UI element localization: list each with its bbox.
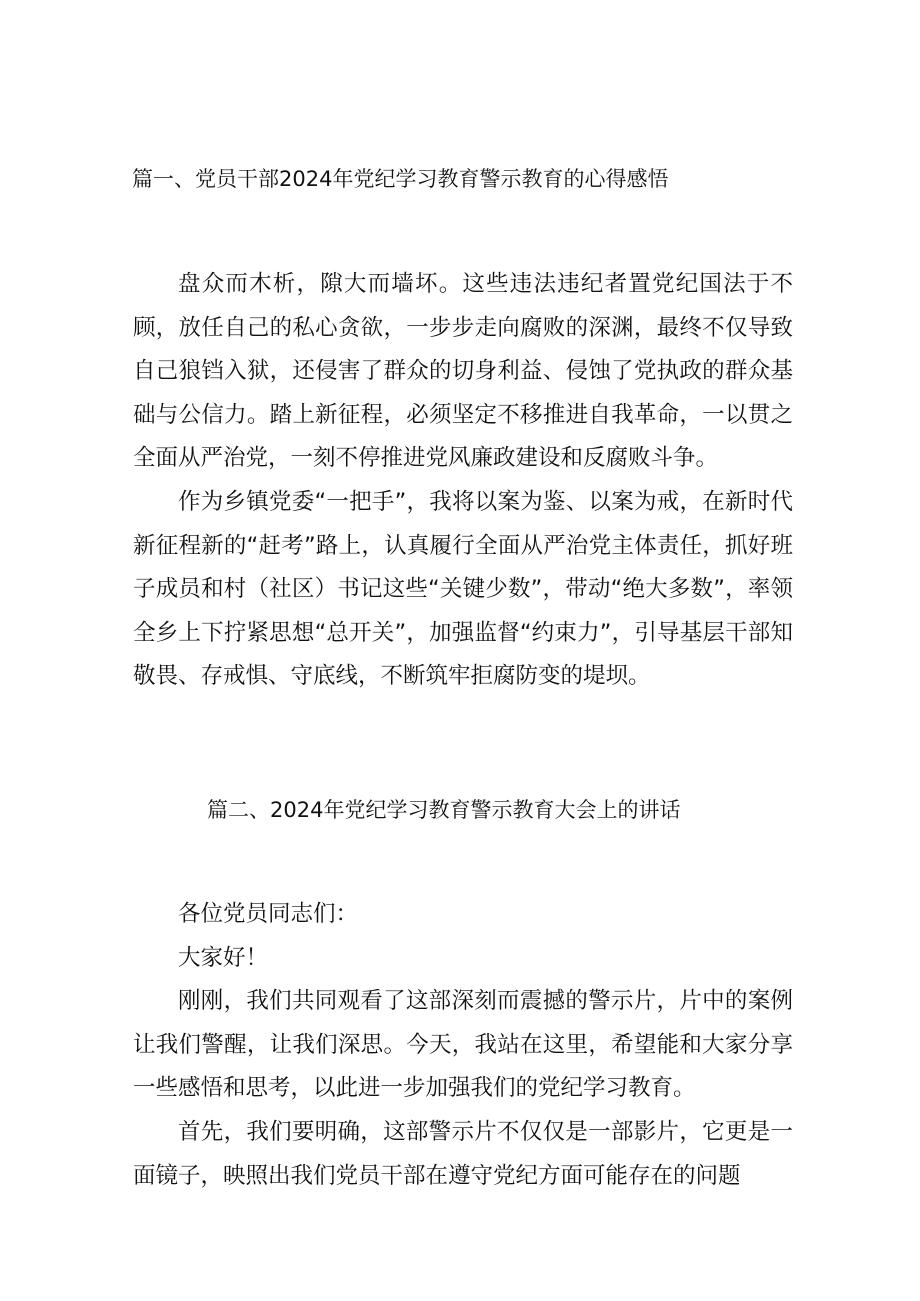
section-1-title: 篇一、党员干部2024年党纪学习教育警示教育的心得感悟 (132, 167, 669, 191)
section-2-greeting: 各位党员同志们： (178, 901, 359, 927)
section-1-paragraph-2: 作为乡镇党委“一把手”，我将以案为鉴、以案为戒，在新时代新征程新的“赶考”路上，认真履行全面从严治党主体责任，抓好班子成员和村（社区）书记这些“关键少数”，带动“绝大多数”，率领全乡上下拧紧思想“总开关”，加强监督“约束力”，引导基层干部知敬畏、存戒惧、守底线，不断筑牢拒腐防变的堤坝。 (133, 489, 793, 690)
section-2-paragraph-2: 首先，我们要明确，这部警示片不仅仅是一部影片，它更是一面镜子，映照出我们党员干部在遵守党纪方面可能存在的问题 (133, 1119, 793, 1189)
section-1-paragraph-1: 盘众而木析，隙大而墙坏。这些违法违纪者置党纪国法于不顾，放任自己的私心贪欲，一步步走向腐败的深渊，最终不仅导致自己狼铛入狱，还侵害了群众的切身利益、侵蚀了党执政的群众基础与公信力。踏上新征程，必须坚定不移推进自我革命，一以贯之全面从严治党，一刻不停推进党风廉政建设和反腐败斗争。 (133, 271, 793, 472)
section-2-salutation: 大家好！ (178, 945, 269, 971)
section-2-title: 篇二、2024年党纪学习教育警示教育大会上的讲话 (207, 798, 681, 822)
section-2-paragraph-1: 刚刚，我们共同观看了这部深刻而震撼的警示片，片中的案例让我们警醒，让我们深思。今天，我站在这里，希望能和大家分享一些感悟和思考，以此进一步加强我们的党纪学习教育。 (133, 988, 793, 1102)
